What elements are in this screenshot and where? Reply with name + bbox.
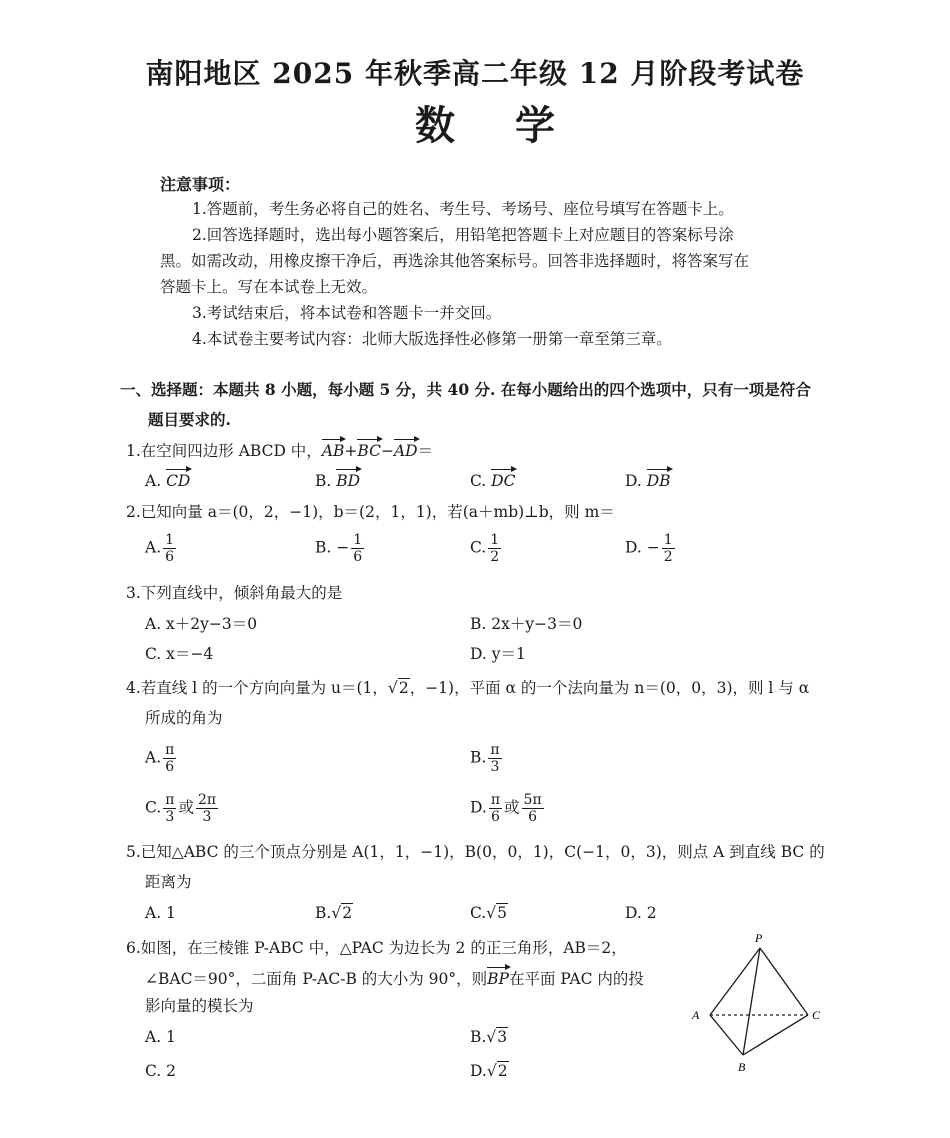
label-b: B (738, 1060, 746, 1074)
q1-option-b: B. BD (315, 466, 360, 490)
q4-option-a: A. $\frac{\pi}{6}$ (145, 742, 175, 775)
question-2-stem: 2.已知向量 a＝(0，2，−1)，b＝(2，1，1)，若(a＋mb)⊥b，则 m＝ (126, 503, 615, 521)
q6-option-b: B.√3 (470, 1028, 508, 1046)
vector-ab: AB (322, 436, 345, 460)
q2-option-a: A. $\frac{1}{6}$ (145, 532, 175, 565)
vector-bp: BP (487, 964, 509, 988)
question-6-stem-line-3: 影向量的模长为 (145, 997, 254, 1015)
notice-item-2-line-2: 黑。如需改动，用橡皮擦干净后，再选涂其他答案标号。回答非选择题时，将答案写在 (160, 252, 750, 270)
q1-option-c: C. DC (470, 466, 515, 490)
question-3-stem: 3.下列直线中，倾斜角最大的是 (126, 584, 343, 602)
notice-item-1: 1.答题前，考生务必将自己的姓名、考生号、考场号、座位号填写在答题卡上。 (192, 200, 734, 218)
q6-option-d: D.√2 (470, 1062, 508, 1080)
edge-pc (760, 948, 808, 1015)
vector-dc: DC (491, 466, 515, 490)
q6-option-c: C. 2 (145, 1062, 177, 1080)
q5-option-b: B.√2 (315, 904, 353, 922)
sqrt-2: √2 (387, 679, 409, 697)
q3-option-c: C. x＝−4 (145, 645, 214, 663)
question-5-stem: 5.已知△ABC 的三个顶点分别是 A(1，1，−1)，B(0，0，1)，C(−1，0，3)，则点 A 到直线 BC 的 (126, 843, 825, 861)
q3-option-b: B. 2x＋y−3＝0 (470, 615, 583, 633)
vector-cd: CD (166, 466, 190, 490)
notice-item-2-line-3: 答题卡上。写在本试卷上无效。 (160, 278, 378, 296)
question-6-stem-line-2: ∠BAC＝90°，二面角 P-AC-B 的大小为 90°，则BP在平面 PAC 内的投 (145, 964, 644, 989)
q2-option-c: C. $\frac{1}{2}$ (470, 532, 500, 565)
notice-item-4: 4.本试卷主要考试内容：北师大版选择性必修第一册第一章至第三章。 (192, 330, 672, 348)
question-4-stem: 4.若直线 l 的一个方向向量为 u＝(1，√2，−1)，平面 α 的一个法向量为 n＝(0，0，3)，则 l 与 α (126, 679, 810, 697)
q3-option-a: A. x＋2y−3＝0 (145, 615, 258, 633)
q1-option-d: D. DB (625, 466, 671, 490)
q4-option-b: B. $\frac{\pi}{3}$ (470, 742, 500, 775)
edge-pb (743, 948, 760, 1055)
question-6-stem: 6.如图，在三棱锥 P-ABC 中，△PAC 为边长为 2 的正三角形，AB＝2， (126, 939, 627, 957)
q2-option-d: D. − $\frac{1}{2}$ (625, 532, 673, 565)
q5-option-d: D. 2 (625, 904, 657, 922)
vector-ad: AD (394, 436, 418, 460)
q5-option-c: C.√5 (470, 904, 507, 922)
label-c: C (812, 1008, 821, 1022)
q1-op1: + (344, 442, 358, 460)
question-1-stem (126, 436, 433, 461)
section-1-heading-line-2: 题目要求的. (148, 410, 231, 429)
q1-op2: − (380, 442, 394, 460)
edge-pa (710, 948, 760, 1015)
q6-option-a: A. 1 (145, 1028, 176, 1046)
q3-option-d: D. y＝1 (470, 645, 526, 663)
q5-option-a: A. 1 (145, 904, 176, 922)
q1-option-a: A. CD (145, 466, 190, 490)
edge-bc (743, 1015, 808, 1055)
section-1-heading: 一、选择题：本题共 8 小题，每小题 5 分，共 40 分. 在每小题给出的四个选项中，只有一项是符合 (120, 380, 811, 399)
q2-option-b: B. − $\frac{1}{6}$ (315, 532, 363, 565)
notice-heading: 注意事项： (160, 175, 241, 194)
vector-db: DB (647, 466, 671, 490)
subject-title: 数学 (415, 102, 615, 149)
q4-option-d: D. $\frac{\pi}{6}$ 或 $\frac{5\pi}{6}$ (470, 792, 542, 825)
question-4-stem-line-2: 所成的角为 (145, 709, 223, 727)
vector-bd: BD (336, 466, 360, 490)
label-p: P (755, 931, 763, 945)
notice-item-2-line-1: 2.回答选择题时，选出每小题答案后，用铅笔把答题卡上对应题目的答案标号涂 (192, 226, 734, 244)
notice-item-3: 3.考试结束后，将本试卷和答题卡一并交回。 (192, 304, 502, 322)
edge-ab (710, 1015, 743, 1055)
q1-eq: ＝ (417, 442, 434, 460)
q1-stem-text: 1.在空间四边形 ABCD 中， (126, 442, 322, 460)
label-a: A (692, 1008, 700, 1022)
vector-bc: BC (357, 436, 381, 460)
exam-title: 南阳地区 2025 年秋季高二年级 12 月阶段考试卷 (145, 57, 805, 90)
pyramid-figure (680, 925, 840, 1085)
question-5-stem-line-2: 距离为 (145, 873, 192, 891)
q4-option-c: C. $\frac{\pi}{3}$ 或 $\frac{2\pi}{3}$ (145, 792, 217, 825)
